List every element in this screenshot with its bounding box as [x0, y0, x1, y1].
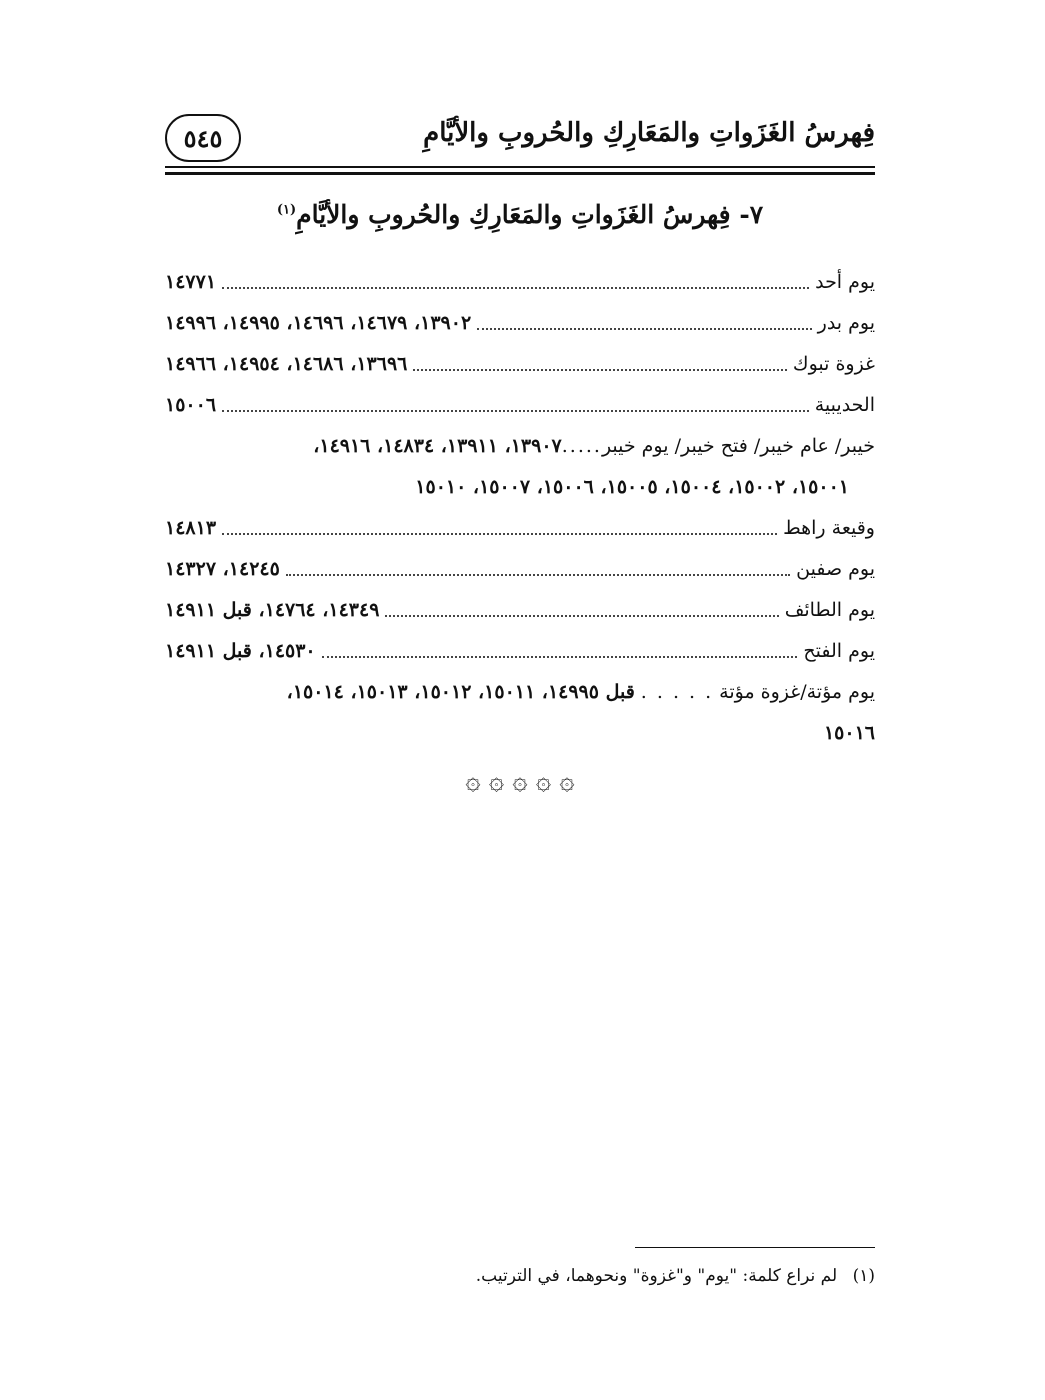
dot-leader [477, 327, 812, 330]
index-entry [165, 303, 875, 344]
entry-refs: ١٤٢٤٥، ١٤٣٢٧ [165, 558, 280, 580]
footnote-rule [635, 1247, 875, 1248]
running-header [165, 110, 875, 162]
section-title: فِهرسُ الغَزَواتِ والمَعَارِكِ والحُروبِ والأيَّامِ [296, 200, 731, 229]
section-heading [165, 200, 875, 229]
entry-label: الحديبية [814, 394, 875, 416]
section-number: ٧- [739, 200, 764, 229]
entry-label: غزوة تبوك [792, 353, 875, 375]
index-entry [165, 344, 875, 385]
header-rule-thin [165, 166, 875, 168]
entry-refs: قبل ١٤٩٩٥، ١٥٠١١، ١٥٠١٢، ١٥٠١٣، ١٥٠١٤، [286, 681, 635, 703]
entry-label: يوم الطائف [784, 599, 875, 621]
entry-refs: ١٤٧٧١ [165, 271, 217, 293]
entry-refs: ١٣٩٠٧، ١٣٩١١، ١٤٨٣٤، ١٤٩١٦، [313, 435, 562, 457]
index-entry [165, 631, 875, 672]
entry-refs-continued: ١٥٠٠١، ١٥٠٠٢، ١٥٠٠٤، ١٥٠٠٥، ١٥٠٠٦، ١٥٠٠٧، ١٥٠١٠ [415, 476, 849, 498]
header-rule-thick [165, 172, 875, 175]
entry-refs: ١٣٦٩٦، ١٤٦٨٦، ١٤٩٥٤، ١٤٩٦٦ [165, 353, 408, 375]
index-list [165, 262, 875, 754]
ornament-divider: ۞ ۞ ۞ ۞ ۞ [465, 766, 575, 796]
footnote [165, 1266, 875, 1286]
dot-leader [413, 368, 787, 371]
index-entry [165, 672, 875, 754]
entry-label: يوم الفتح [803, 640, 875, 662]
footnote-marker: (١) [852, 1266, 875, 1286]
dot-leader [322, 655, 798, 658]
entry-refs: ١٤٣٤٩، ١٤٧٦٤، قبل ١٤٩١١ [165, 599, 380, 621]
footnote-text: لم نراع كلمة: "يوم" و"غزوة" ونحوهما، في الترتيب. [475, 1266, 838, 1286]
index-entry [165, 385, 875, 426]
index-entry [165, 549, 875, 590]
page-number-badge: ٥٤٥ [165, 114, 241, 162]
index-entry [165, 426, 875, 508]
dot-leader: ..... [561, 435, 602, 457]
footnote-reference: (١) [276, 202, 297, 218]
entry-label: يوم أحد [815, 271, 875, 293]
entry-refs: ١٤٥٣٠، قبل ١٤٩١١ [165, 640, 316, 662]
entry-label: وقيعة راهط [783, 517, 875, 539]
running-title: فِهرسُ الغَزَواتِ والمَعَارِكِ والحُروبِ والأيَّامِ [423, 118, 875, 148]
entry-refs: ١٤٨١٣ [165, 517, 217, 539]
dot-leader [286, 573, 790, 576]
index-entry [165, 508, 875, 549]
dot-leader [222, 409, 809, 412]
dot-leader [222, 532, 777, 535]
entry-refs: ١٣٩٠٢، ١٤٦٧٩، ١٤٦٩٦، ١٤٩٩٥، ١٤٩٩٦ [165, 312, 472, 334]
index-entry [165, 590, 875, 631]
dot-leader [385, 614, 778, 617]
entry-label: يوم صفين [796, 558, 875, 580]
entry-label: يوم بدر [817, 312, 875, 334]
dot-leader [222, 286, 809, 289]
entry-label: خيبر/ عام خيبر/ فتح خيبر/ يوم خيبر [601, 435, 875, 457]
entry-refs-continued: ١٥٠١٦ [823, 722, 875, 744]
entry-refs: ١٥٠٠٦ [165, 394, 217, 416]
entry-label: يوم مؤتة/غزوة مؤتة [719, 681, 875, 703]
dot-leader: . . . . . [640, 681, 714, 703]
index-entry [165, 262, 875, 303]
